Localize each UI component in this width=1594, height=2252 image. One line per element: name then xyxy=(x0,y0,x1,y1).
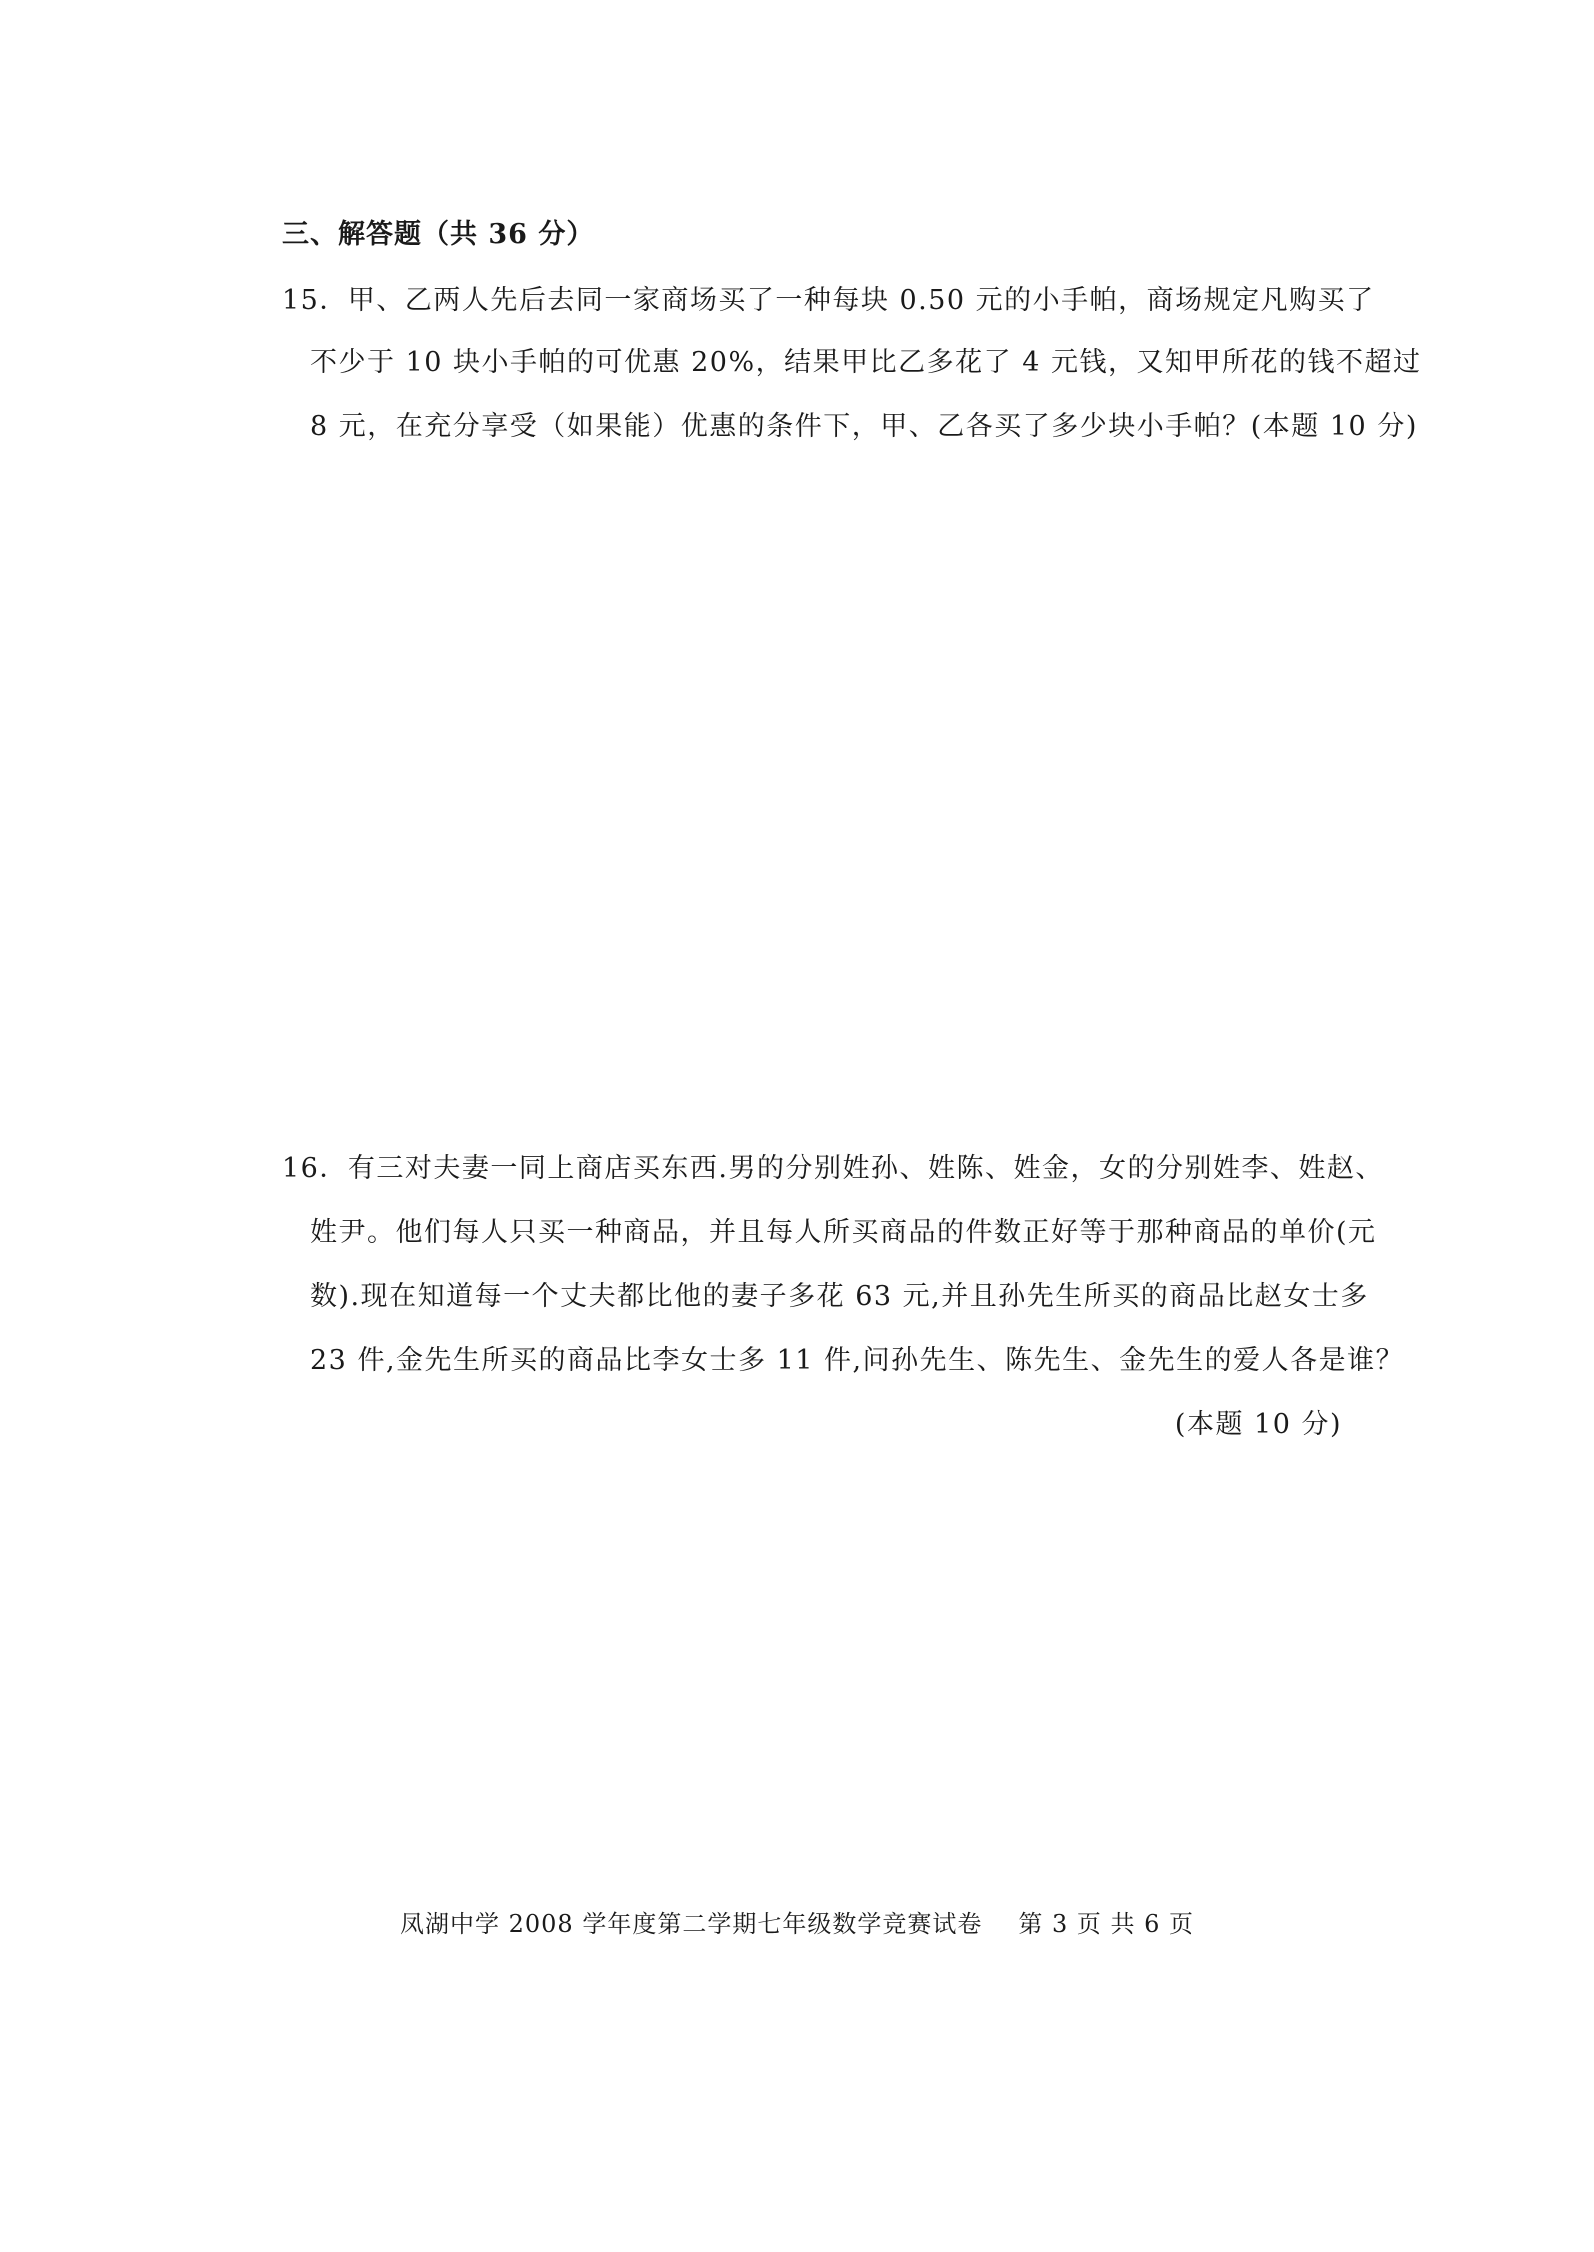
footer-exam-name: 凤湖中学 2008 学年度第二学期七年级数学竞赛试卷 xyxy=(399,1910,983,1938)
question-16-score: (本题 10 分) xyxy=(1174,1409,1342,1440)
footer-page-info: 第 3 页 共 6 页 xyxy=(1018,1910,1195,1938)
question-16-line-4: 23 件,金先生所买的商品比李女士多 11 件,问孙先生、陈先生、金先生的爱人各是谁？ xyxy=(310,1345,1405,1376)
question-15-line-2: 不少于 10 块小手帕的可优惠 20%，结果甲比乙多花了 4 元钱，又知甲所花的钱不超过 xyxy=(310,347,1422,378)
question-16-line-3: 数).现在知道每一个丈夫都比他的妻子多花 63 元,并且孙先生所买的商品比赵女士多 xyxy=(310,1281,1369,1312)
section-title: 三、解答题（共 36 分） xyxy=(282,219,595,250)
question-15-line-1: 15．甲、乙两人先后去同一家商场买了一种每块 0.50 元的小手帕，商场规定凡购买了 xyxy=(282,285,1375,316)
question-16-line-2: 姓尹。他们每人只买一种商品，并且每人所买商品的件数正好等于那种商品的单价(元 xyxy=(310,1217,1377,1248)
page-footer xyxy=(0,1904,1594,1939)
question-15-line-3: 8 元，在充分享受（如果能）优惠的条件下，甲、乙各买了多少块小手帕？(本题 10 分) xyxy=(310,411,1418,442)
question-16-line-1: 16．有三对夫妻一同上商店买东西.男的分别姓孙、姓陈、姓金，女的分别姓李、姓赵、 xyxy=(282,1153,1384,1184)
